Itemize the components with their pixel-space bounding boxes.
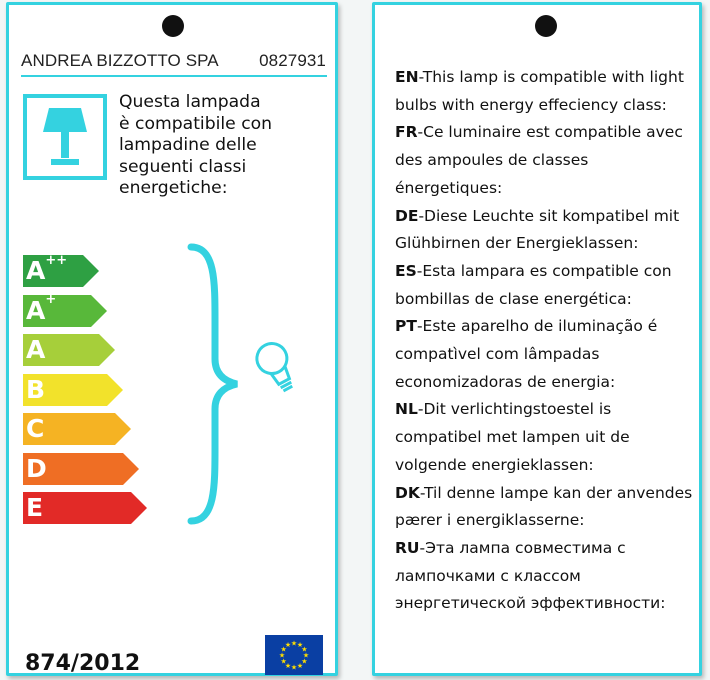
italian-line: seguenti classi [119, 156, 247, 177]
eu-star-icon: ★ [280, 646, 287, 654]
regulation-number: 874/2012 [25, 651, 141, 676]
language-entry-es [395, 258, 695, 313]
energy-class-b [23, 374, 123, 406]
label-card-right [372, 2, 702, 676]
energy-class-label: C [26, 414, 45, 443]
italian-compatibility-text [119, 92, 329, 200]
italian-line: energetiche: [119, 178, 228, 198]
eu-star-icon: ★ [284, 642, 292, 650]
hang-hole [162, 15, 184, 37]
language-code: RU [395, 538, 420, 557]
language-text: -Este aparelho de iluminação é compatìvel com lâmpadas economizadoras de energia: [395, 317, 658, 391]
eu-star-icon: ★ [296, 662, 304, 670]
language-entry-dk [395, 480, 695, 535]
energy-class-label: E [26, 493, 44, 522]
eu-star-icon: ★ [278, 652, 286, 660]
eu-star-icon: ★ [280, 658, 287, 666]
eu-star-icon: ★ [290, 664, 298, 672]
language-text: -Ce luminaire est compatible avec des ampoules de classes énergetiques: [395, 123, 683, 197]
energy-class-d [23, 453, 139, 485]
language-text: -Esta lampara es compatible con bombillas de clase energética: [395, 261, 672, 308]
hang-hole [535, 15, 557, 37]
energy-class-label: A++ [26, 252, 68, 285]
language-code: FR [395, 123, 418, 142]
right-brace-icon [185, 241, 245, 527]
language-entry-ru [395, 535, 695, 618]
language-code: ES [395, 261, 417, 280]
eu-star-icon: ★ [301, 646, 308, 654]
language-entry-pt [395, 313, 695, 396]
eu-flag-icon [265, 635, 323, 675]
table-lamp-icon [23, 94, 107, 180]
energy-class-c [23, 413, 131, 445]
energy-class-e [23, 492, 147, 524]
multilingual-text [395, 64, 695, 618]
language-code: EN [395, 68, 419, 86]
label-card-left [6, 2, 338, 676]
language-entry-nl [395, 396, 695, 479]
energy-class-plus: + [45, 292, 57, 308]
language-entry-de [395, 203, 695, 258]
language-text: -Til denne lampe kan der anvendes pærer i energiklasserne: [395, 483, 693, 530]
language-code: DE [395, 206, 419, 225]
language-entry-en [395, 64, 695, 119]
energy-class-label: A+ [26, 292, 57, 325]
italian-line: lampadine delle [119, 135, 257, 155]
language-text: -Эта лампа совместима с лампочками с классом энергетической эффективности: [395, 538, 666, 613]
eu-star-icon: ★ [301, 658, 308, 666]
energy-class-label: D [26, 453, 47, 483]
language-entry-fr [395, 119, 695, 202]
product-code: 0827931 [259, 51, 326, 70]
header-divider [21, 75, 327, 77]
eu-star-icon: ★ [290, 640, 298, 648]
language-text: -Dit verlichtingstoestel is compatibel met lampen uit de volgende energieklassen: [395, 400, 630, 474]
energy-class-aplusplus [23, 252, 99, 287]
language-code: DK [395, 483, 420, 502]
energy-class-a [23, 334, 115, 366]
language-code: NL [395, 400, 418, 419]
eu-star-icon: ★ [284, 662, 292, 670]
manufacturer-name: ANDREA BIZZOTTO SPA [21, 51, 219, 70]
light-bulb-icon [253, 335, 303, 405]
language-code: PT [395, 317, 417, 336]
energy-class-label: A [26, 335, 46, 364]
language-text: -Diese Leuchte sit kompatibel mit Glühbirnen der Energieklassen: [395, 206, 680, 253]
energy-class-aplus [23, 292, 107, 327]
italian-line: è compatibile con [119, 113, 273, 134]
italian-line: Questa lampada [119, 92, 261, 112]
eu-star-icon: ★ [296, 642, 304, 650]
language-text: -This lamp is compatible with light bulbs with energy effeciency class: [395, 68, 684, 114]
eu-star-icon: ★ [302, 652, 310, 660]
energy-class-label: B [26, 374, 46, 404]
energy-class-plus: ++ [45, 252, 68, 268]
